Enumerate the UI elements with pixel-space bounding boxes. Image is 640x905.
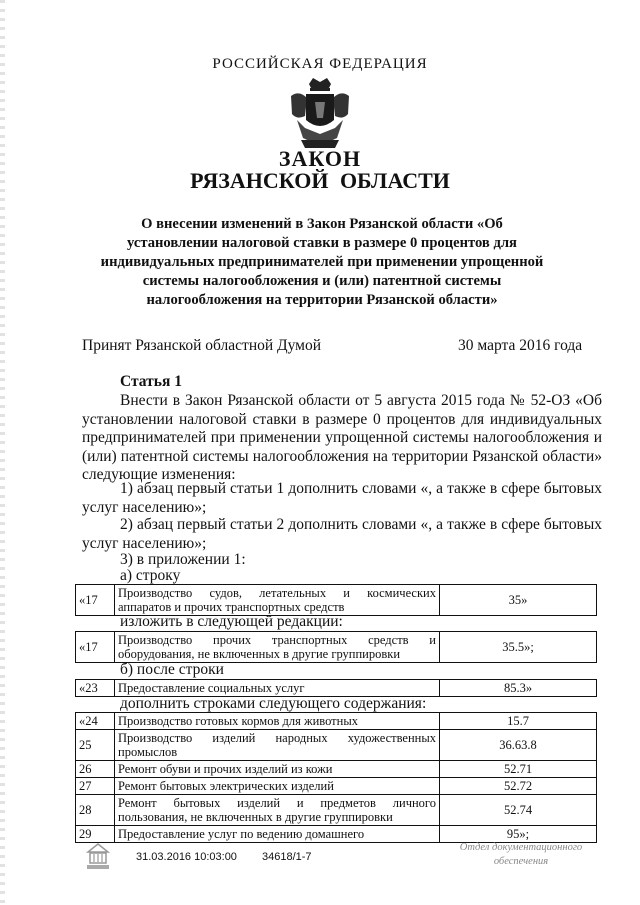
row-number: 27 xyxy=(76,778,115,795)
row-description: Производство судов, летательных и космических аппаратов и прочих транспортных средств xyxy=(115,585,440,616)
row-number: «17 xyxy=(76,585,115,616)
supplement-label: дополнить строками следующего содержания: xyxy=(120,695,427,712)
row-description: Ремонт бытовых электрических изделий xyxy=(115,778,440,795)
row-code: 15.7 xyxy=(440,713,597,730)
row-description: Производство изделий народных художественных промыслов xyxy=(115,730,440,761)
row-code: 85.3» xyxy=(440,680,597,697)
adoption-date: 30 марта 2016 года xyxy=(458,337,583,354)
row-number: «24 xyxy=(76,713,115,730)
law-subtitle: О внесении изменений в Закон Рязанской области «Об установлении налоговой ставки в размере 0 процентов для индивидуальных предпринимателей при применении упрощенной системы налогообложения и (или) патентной системы налогообложения на территории Рязанской области» xyxy=(100,216,544,308)
row-code: 52.74 xyxy=(440,795,597,826)
table-row xyxy=(76,680,597,697)
row-number: «17 xyxy=(76,632,115,663)
row-code: 35.5»; xyxy=(440,632,597,663)
department-stamp: Отдел документационного обеспечения xyxy=(459,842,583,867)
table-old-row xyxy=(75,584,597,616)
row-number: «23 xyxy=(76,680,115,697)
row-number: 29 xyxy=(76,826,115,843)
row-description: Предоставление социальных услуг xyxy=(115,680,440,697)
table-new-row xyxy=(75,631,597,663)
table-row xyxy=(76,632,597,663)
row-number: 28 xyxy=(76,795,115,826)
row-description: Предоставление услуг по ведению домашнего xyxy=(115,826,440,843)
scan-edge xyxy=(0,0,5,905)
row-code: 95»; xyxy=(440,826,597,843)
row-description: Ремонт бытовых изделий и предметов личного пользования, не включенных в другие группировки xyxy=(115,795,440,826)
redaction-label: изложить в следующей редакции: xyxy=(120,613,343,630)
row-code: 52.72 xyxy=(440,778,597,795)
row-description: Производство готовых кормов для животных xyxy=(115,713,440,730)
row-description: Производство прочих транспортных средств и оборудования, не включенных в другие группировки xyxy=(115,632,440,663)
article-title: Статья 1 xyxy=(120,373,182,390)
document-type: ЗАКОН xyxy=(278,146,362,171)
footer-timestamp: 31.03.2016 10:03:00 xyxy=(136,851,237,863)
row-description: Ремонт обуви и прочих изделий из кожи xyxy=(115,761,440,778)
table-added-rows xyxy=(75,712,597,843)
article-intro: Внести в Закон Рязанской области от 5 августа 2015 года № 52-ОЗ «Об установлении налоговой ставки в размере 0 процентов для индивидуальных предпринимателей при применении упрощенной системы налогообложения и (или) патентной системы налогообложения на территории Рязанской области» следующие изменения: xyxy=(82,392,602,483)
amendment-item-3b: б) после строки xyxy=(120,661,224,678)
row-code: 36.63.8 xyxy=(440,730,597,761)
amendment-item-1: 1) абзац первый статьи 1 дополнить словами «, а также в сфере бытовых услуг населению»; xyxy=(82,480,602,516)
row-code: 52.71 xyxy=(440,761,597,778)
registry-logo-icon xyxy=(84,842,112,872)
row-code: 35» xyxy=(440,585,597,616)
table-row xyxy=(76,730,597,761)
table-row xyxy=(76,778,597,795)
country-heading: РОССИЙСКАЯ ФЕДЕРАЦИЯ xyxy=(212,56,428,72)
coat-of-arms-icon xyxy=(289,76,351,150)
adopted-by: Принят Рязанской областной Думой xyxy=(82,337,322,354)
table-row xyxy=(76,713,597,730)
amendment-item-3a: а) строку xyxy=(120,567,181,584)
footer-doc-number: 34618/1-7 xyxy=(262,851,312,863)
row-number: 25 xyxy=(76,730,115,761)
table-row xyxy=(76,761,597,778)
amendment-item-3: 3) в приложении 1: xyxy=(120,551,246,568)
table-row xyxy=(76,795,597,826)
row-number: 26 xyxy=(76,761,115,778)
table-row xyxy=(76,826,597,843)
table-row xyxy=(76,585,597,616)
region-title: РЯЗАНСКОЙ ОБЛАСТИ xyxy=(190,168,450,193)
amendment-item-2: 2) абзац первый статьи 2 дополнить словами «, а также в сфере бытовых услуг населению»; xyxy=(82,516,602,552)
